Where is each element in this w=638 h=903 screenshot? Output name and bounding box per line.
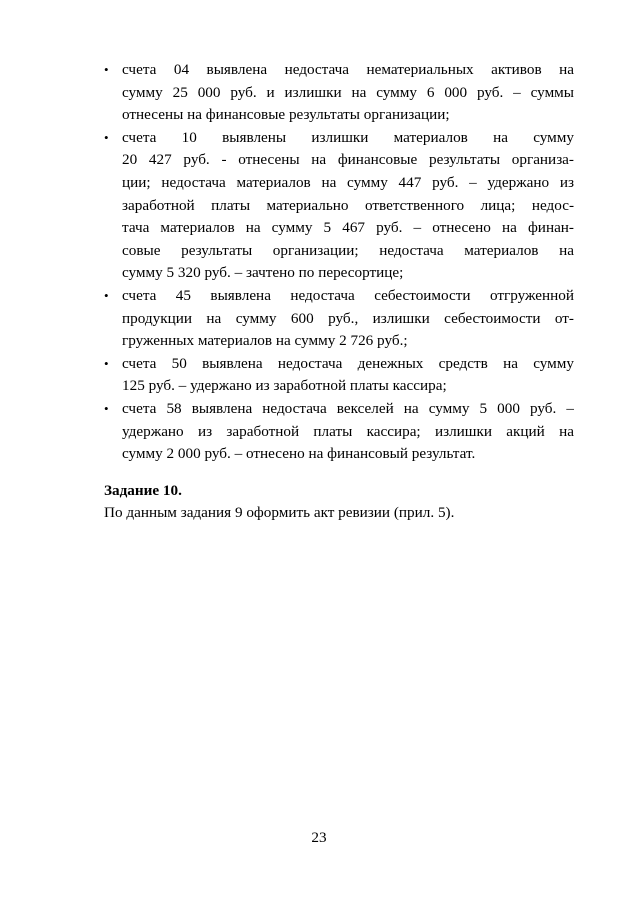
text-line: отнесены на финансовые результаты организации;: [122, 106, 450, 124]
bullet-icon: •: [104, 355, 109, 371]
task-block: [104, 480, 574, 525]
list-item: [104, 353, 574, 398]
text-line: ции; недостача материалов на сумму 447 руб. – удержано из: [122, 173, 574, 191]
text-line: счета 45 выявлена недостача себестоимости отгруженной: [122, 286, 574, 304]
task-text: По данным задания 9 оформить акт ревизии (прил. 5).: [104, 504, 455, 522]
task-title: Задание 10.: [104, 481, 182, 499]
text-line: счета 58 выявлена недостача векселей на сумму 5 000 руб. –: [122, 399, 574, 417]
text-line: 20 427 руб. - отнесены на финансовые результаты организа-: [122, 151, 574, 169]
bullet-icon: •: [104, 129, 109, 145]
list-item: [104, 127, 574, 285]
bullet-list: [104, 59, 574, 466]
text-line: груженных материалов на сумму 2 726 руб.;: [122, 332, 408, 350]
text-line: продукции на сумму 600 руб., излишки себестоимости от-: [122, 309, 574, 327]
list-item: [104, 285, 574, 353]
text-line: счета 10 выявлены излишки материалов на сумму: [122, 128, 574, 146]
text-line: заработной платы материально ответственного лица; недос-: [122, 196, 574, 214]
text-line: счета 50 выявлена недостача денежных средств на сумму: [122, 354, 574, 372]
text-line: сумму 25 000 руб. и излишки на сумму 6 000 руб. – суммы: [122, 83, 574, 101]
text-line: совые результаты организации; недостача материалов на: [122, 241, 574, 259]
text-line: сумму 5 320 руб. – зачтено по пересортице;: [122, 264, 404, 282]
list-item: [104, 398, 574, 466]
bullet-icon: •: [104, 287, 109, 303]
page-content: [104, 59, 574, 525]
page-number: 23: [311, 829, 327, 846]
text-line: удержано из заработной платы кассира; излишки акций на: [122, 422, 574, 440]
text-line: тача материалов на сумму 5 467 руб. – отнесено на финан-: [122, 219, 574, 237]
text-line: сумму 2 000 руб. – отнесено на финансовый результат.: [122, 445, 476, 463]
text-line: счета 04 выявлена недостача нематериальных активов на: [122, 61, 574, 78]
list-item: [104, 59, 574, 127]
text-line: 125 руб. – удержано из заработной платы кассира;: [122, 377, 447, 395]
bullet-icon: •: [104, 62, 109, 77]
bullet-icon: •: [104, 400, 109, 416]
